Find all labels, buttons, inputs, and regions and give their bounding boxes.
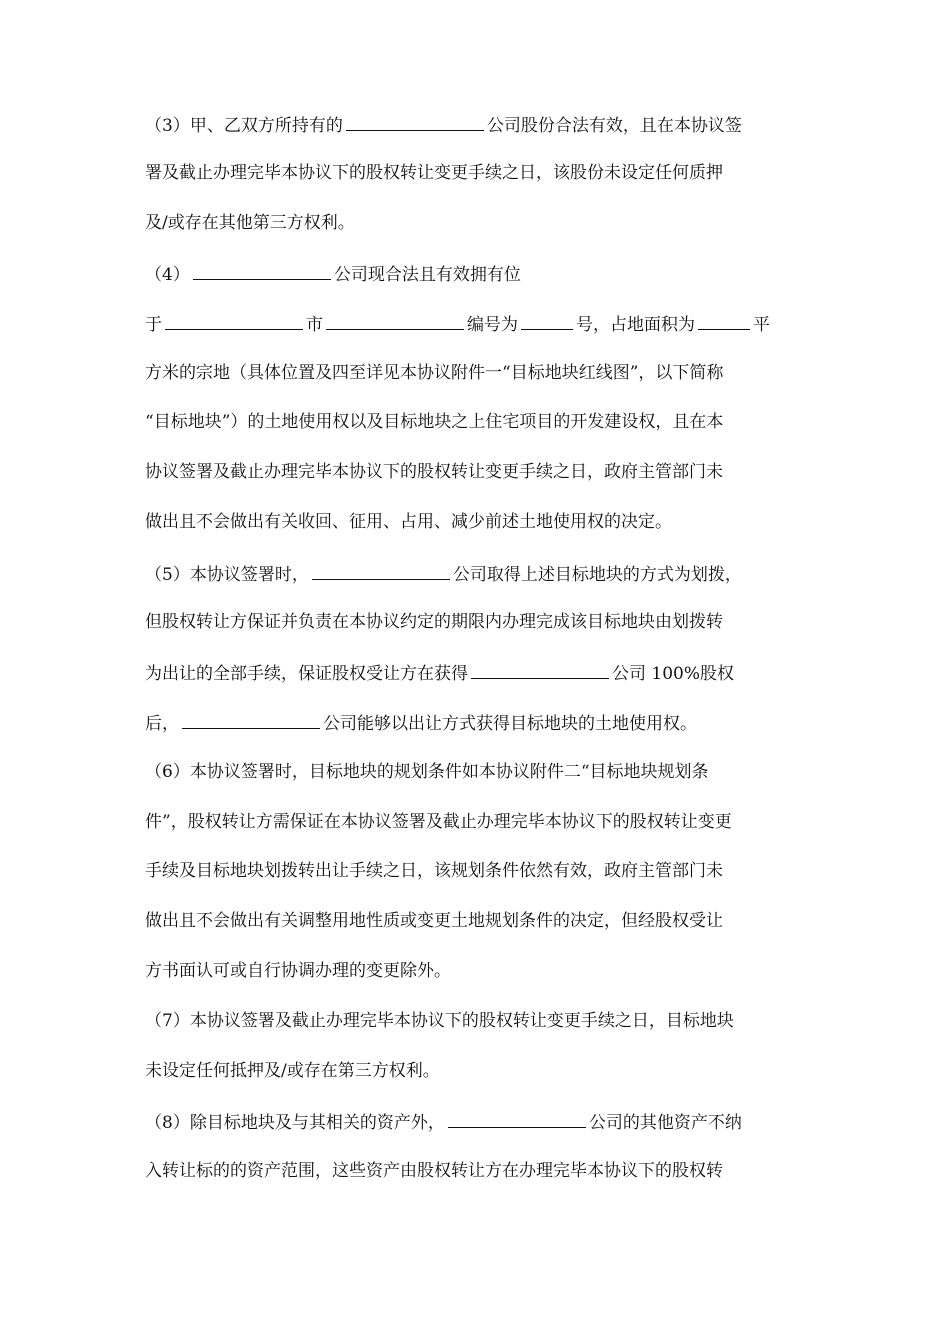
clause-5-text: 后，: [145, 714, 179, 734]
blank-line: [471, 660, 609, 679]
blank-line: [346, 112, 484, 131]
clause-6-line-4: 做出且不会做出有关调整用地性质或变更土地规划条件的决定，但经股权受让: [145, 911, 723, 931]
clause-5-text: 公司 100%股权: [612, 664, 735, 684]
blank-line: [326, 311, 464, 330]
clause-6-line-3: 手续及目标地块划拨转出让手续之日，该规划条件依然有效，政府主管部门未: [145, 861, 723, 881]
clause-5-line-3: [145, 660, 810, 684]
clause-6-line-1: （6）本协议签署时，目标地块的规划条件如本协议附件二“目标地块规划条: [145, 762, 709, 782]
clause-5-line-4: [145, 710, 810, 734]
clause-8-line-2: 入转让标的的资产范围，这些资产由股权转让方在办理完毕本协议下的股权转: [145, 1161, 723, 1181]
blank-line: [448, 1109, 586, 1128]
clause-4-line-5: 协议签署及截止办理完毕本协议下的股权转让变更手续之日，政府主管部门未: [145, 462, 723, 482]
clause-4-text: 平: [753, 315, 770, 335]
clause-4-line-4: “目标地块”）的土地使用权以及目标地块之上住宅项目的开发建设权，且在本: [145, 412, 724, 432]
clause-4-text: 市: [306, 315, 323, 335]
blank-line: [182, 710, 320, 729]
clause-3-text: 公司股份合法有效，且在本协议签: [486, 116, 742, 136]
clause-4-line-6: 做出且不会做出有关收回、征用、占用、减少前述土地使用权的决定。: [145, 512, 672, 532]
clause-4-line-1: [145, 261, 810, 285]
clause-6-line-5: 方书面认可或自行协调办理的变更除外。: [145, 961, 451, 981]
clause-5-line-2: 但股权转让方保证并负责在本协议约定的期限内办理完成该目标地块由划拨转: [145, 612, 723, 632]
clause-7-line-1: （7）本协议签署及截止办理完毕本协议下的股权转让变更手续之日，目标地块: [145, 1011, 734, 1031]
clause-4-text: 公司现合法且有效拥有位: [333, 265, 521, 285]
clause-4-text: （4）: [145, 265, 190, 285]
clause-5-line-1: [145, 561, 810, 585]
clause-5-text: 为出让的全部手续，保证股权受让方在获得: [145, 664, 468, 684]
blank-line: [698, 311, 750, 330]
blank-line: [521, 311, 573, 330]
blank-line: [312, 561, 450, 580]
clause-3-line-1: [145, 112, 810, 136]
clause-4-text: 于: [145, 315, 162, 335]
clause-8-text: （8）除目标地块及与其相关的资产外，: [145, 1113, 445, 1133]
clause-6-line-2: 件”，股权转让方需保证在本协议签署及截止办理完毕本协议下的股权转让变更: [145, 812, 732, 832]
clause-4-text: 编号为: [467, 315, 518, 335]
clause-8-line-1: [145, 1109, 810, 1133]
clause-3-line-2: 署及截止办理完毕本协议下的股权转让变更手续之日，该股份未设定任何质押: [145, 163, 723, 183]
clause-5-text: （5）本协议签署时，: [145, 565, 309, 585]
clause-7-line-2: 未设定任何抵押及/或存在第三方权利。: [145, 1061, 440, 1081]
clause-5-text: 公司能够以出让方式获得目标地块的土地使用权。: [323, 714, 697, 734]
clause-8-text: 公司的其他资产不纳: [588, 1113, 742, 1133]
clause-5-text: 公司取得上述目标地块的方式为划拨，: [452, 565, 742, 585]
clause-4-line-3: 方米的宗地（具体位置及四至详见本协议附件一“目标地块红线图”，以下简称: [145, 363, 724, 383]
clause-3-text: （3）甲、乙双方所持有的: [145, 116, 343, 136]
clause-4-line-2: [145, 311, 810, 335]
clause-4-text: 号，占地面积为: [576, 315, 695, 335]
blank-line: [193, 261, 331, 280]
clause-3-line-3: 及/或存在其他第三方权利。: [145, 213, 355, 233]
blank-line: [165, 311, 303, 330]
